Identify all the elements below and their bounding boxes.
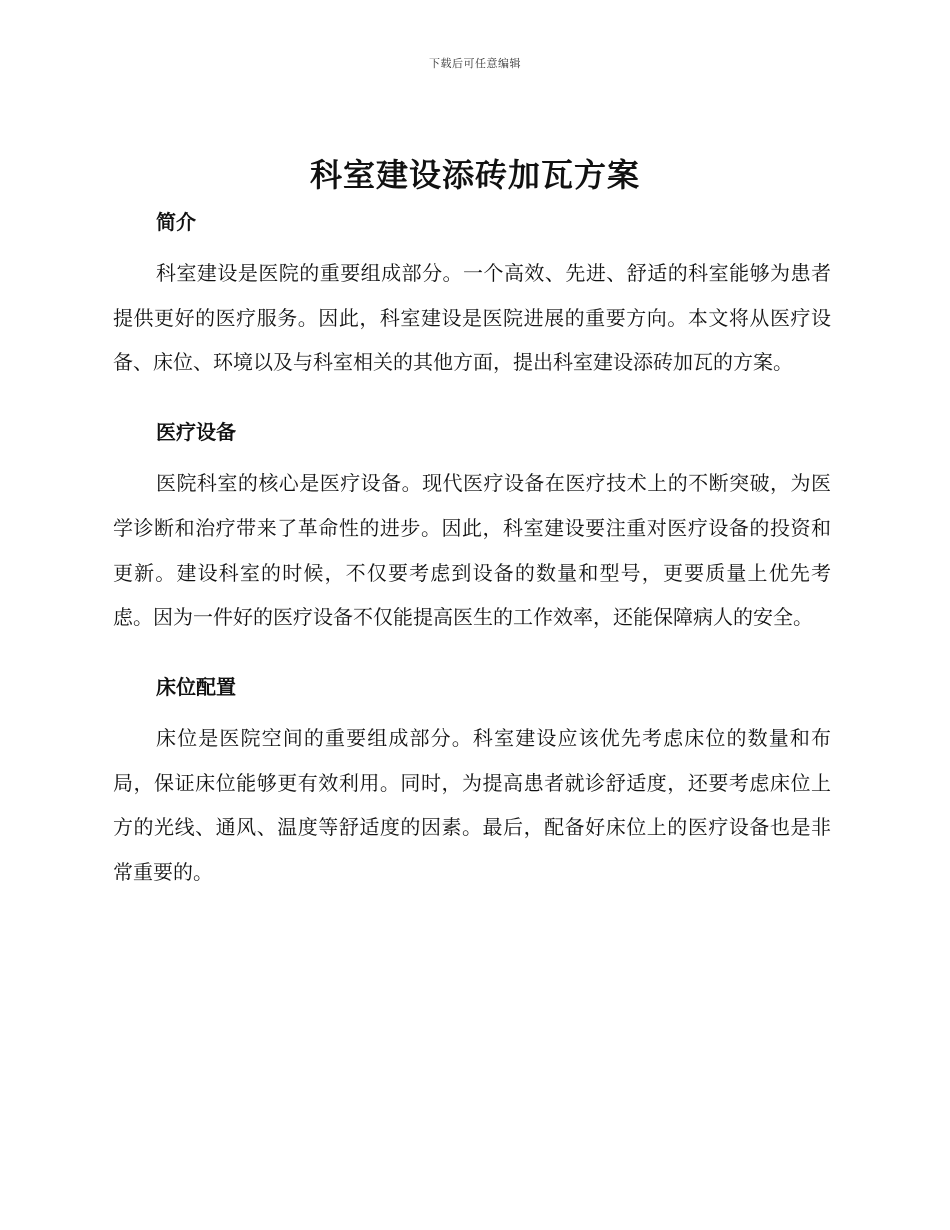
section-heading-beds: 床位配置 — [156, 674, 236, 699]
spacer — [113, 640, 831, 670]
spacer — [113, 449, 831, 461]
header-note: 下载后可任意编辑 — [429, 57, 521, 70]
section-heading-intro: 简介 — [156, 210, 196, 234]
section-paragraph-beds: 床位是医院空间的重要组成部分。科室建设应该优先考虑床位的数量和布局，保证床位能够更有效利用。同时，为提高患者就诊舒适度，还要考虑床位上方的光线、通风、温度等舒适度的因素。最后，配备好床位上的医疗设备也是非常重要的。 — [113, 725, 831, 885]
document-body — [113, 205, 831, 895]
section-paragraph-intro: 科室建设是医院的重要组成部分。一个高效、先进、舒适的科室能够为患者提供更好的医疗服务。因此，科室建设是医院进展的重要方向。本文将从医疗设备、床位、环境以及与科室相关的其他方面，提出科室建设添砖加瓦的方案。 — [113, 261, 831, 375]
spacer — [113, 239, 831, 251]
document-title: 科室建设添砖加瓦方案 — [309, 156, 640, 194]
spacer — [113, 704, 831, 716]
section-heading-equipment: 医疗设备 — [156, 420, 236, 445]
spacer — [113, 385, 831, 415]
section-paragraph-equipment: 医院科室的核心是医疗设备。现代医疗设备在医疗技术上的不断突破，为医学诊断和治疗带来了革命性的进步。因此，科室建设要注重对医疗设备的投资和更新。建设科室的时候，不仅要考虑到设备的数量和型号，更要质量上优先考虑。因为一件好的医疗设备不仅能提高医生的工作效率，还能保障病人的安全。 — [113, 471, 831, 630]
